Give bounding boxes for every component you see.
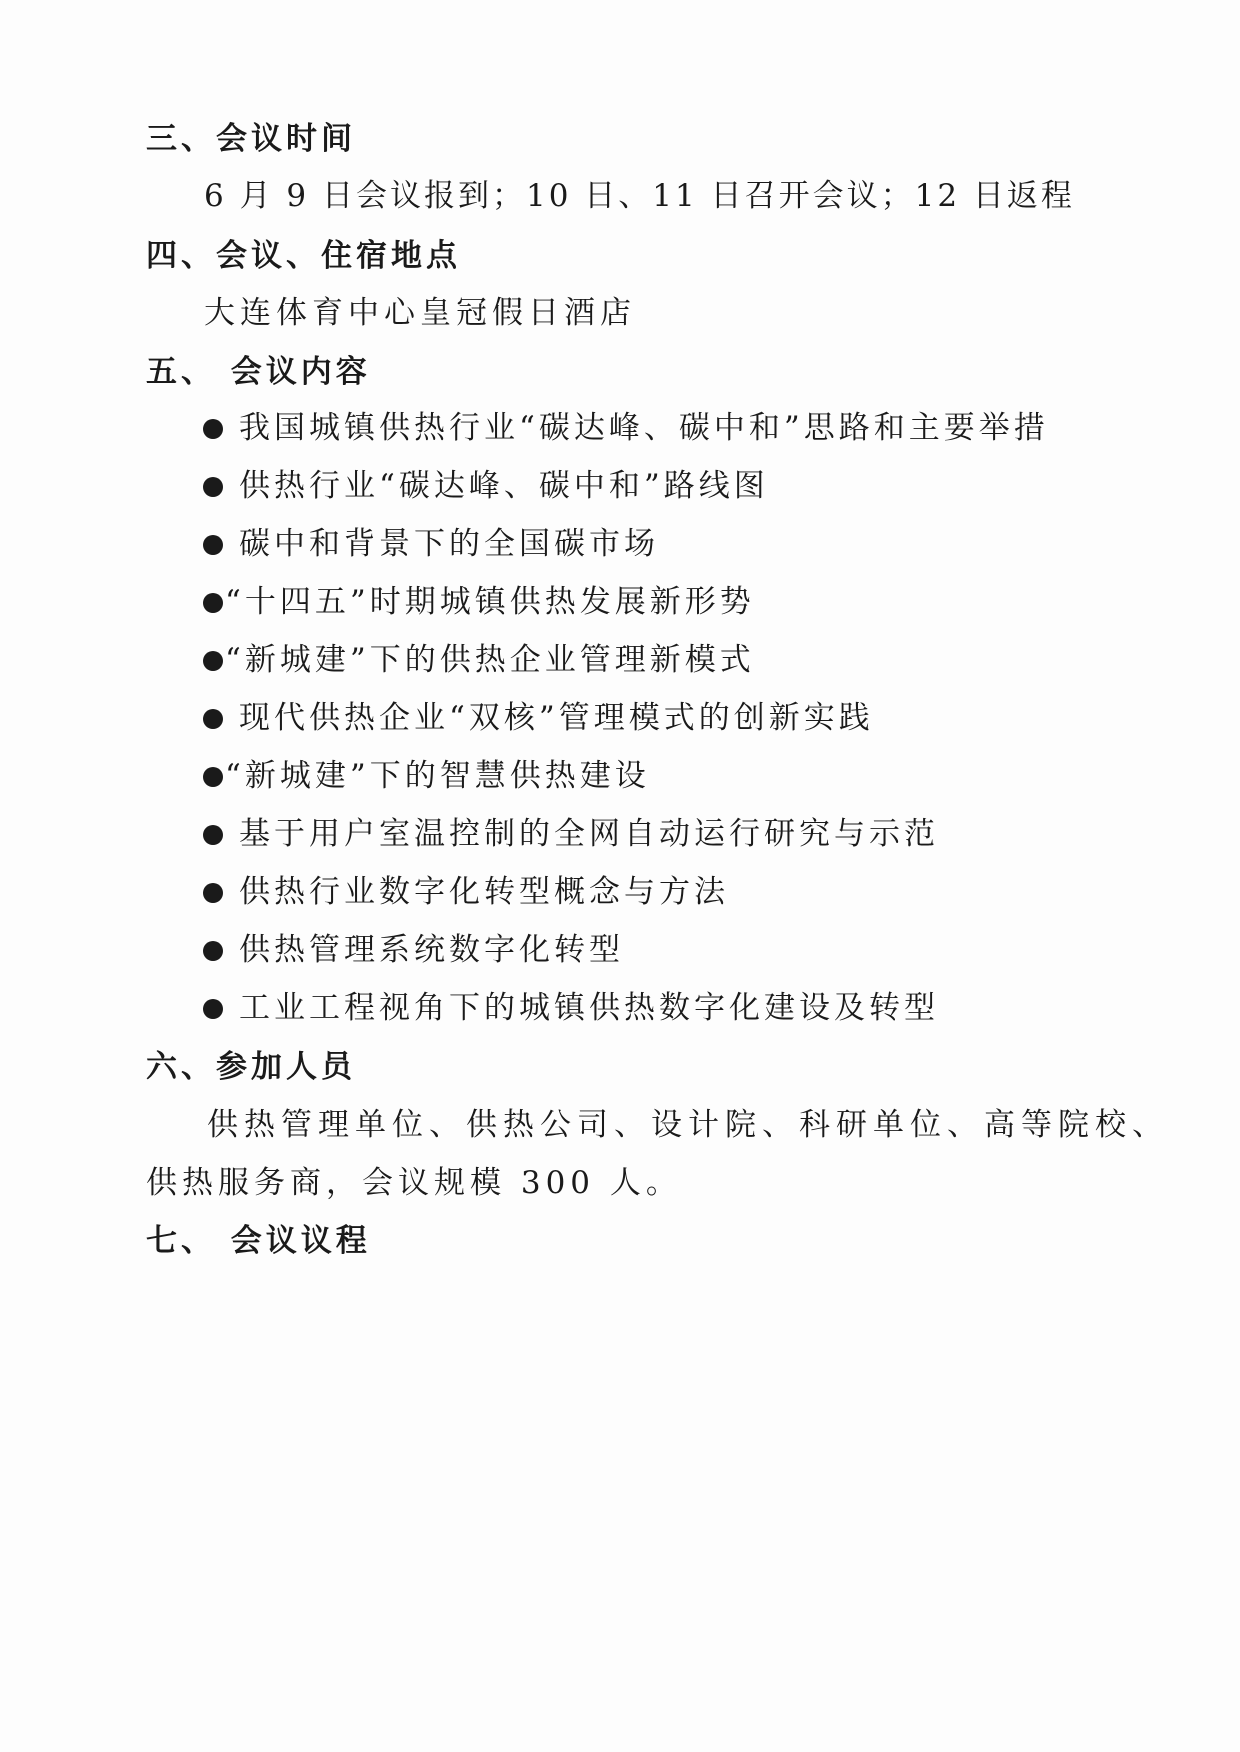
- content-item: [203, 932, 624, 968]
- bullet-icon: [203, 999, 223, 1019]
- heading-venue: 四、会议、住宿地点: [146, 238, 461, 274]
- bullet-icon: [203, 593, 223, 613]
- content-item-text: 现代供热企业“双核”管理模式的创新实践: [239, 700, 874, 736]
- participants-text-line2: 供热服务商，会议规模 300 人。: [146, 1165, 682, 1201]
- content-item-text: 基于用户室温控制的全网自动运行研究与示范: [239, 816, 939, 852]
- heading-participants: 六、参加人员: [146, 1049, 356, 1085]
- content-item: [203, 816, 939, 852]
- content-item: [203, 990, 939, 1026]
- content-item-text: 工业工程视角下的城镇供热数字化建设及转型: [239, 990, 939, 1026]
- bullet-icon: [203, 767, 223, 787]
- bullet-icon: [203, 883, 223, 903]
- content-item: [203, 526, 659, 562]
- bullet-icon: [203, 477, 223, 497]
- content-item-text: “新城建”下的智慧供热建设: [225, 758, 650, 794]
- content-item-text: 供热行业“碳达峰、碳中和”路线图: [239, 468, 769, 504]
- participants-text-line1: 供热管理单位、供热公司、设计院、科研单位、高等院校、: [207, 1107, 1169, 1143]
- heading-agenda: 七、 会议议程: [146, 1223, 371, 1259]
- meeting-time-text: 6 月 9 日会议报到；10 日、11 日召开会议；12 日返程: [204, 178, 1075, 214]
- heading-content: 五、 会议内容: [146, 354, 371, 390]
- content-item-text: 供热行业数字化转型概念与方法: [239, 874, 729, 910]
- bullet-icon: [203, 535, 223, 555]
- venue-text: 大连体育中心皇冠假日酒店: [204, 295, 636, 331]
- bullet-icon: [203, 709, 223, 729]
- content-item: [203, 642, 755, 678]
- bullet-icon: [203, 825, 223, 845]
- content-item: [203, 468, 769, 504]
- content-item-text: 碳中和背景下的全国碳市场: [239, 526, 659, 562]
- bullet-icon: [203, 419, 223, 439]
- content-item: [203, 584, 755, 620]
- content-item-text: “新城建”下的供热企业管理新模式: [225, 642, 755, 678]
- content-item: [203, 758, 650, 794]
- bullet-icon: [203, 941, 223, 961]
- bullet-icon: [203, 651, 223, 671]
- content-item: [203, 874, 729, 910]
- content-item: [203, 410, 1049, 446]
- content-item-text: 我国城镇供热行业“碳达峰、碳中和”思路和主要举措: [239, 410, 1049, 446]
- content-item-text: 供热管理系统数字化转型: [239, 932, 624, 968]
- content-item-text: “十四五”时期城镇供热发展新形势: [225, 584, 755, 620]
- content-item: [203, 700, 874, 736]
- heading-meeting-time: 三、会议时间: [146, 121, 356, 157]
